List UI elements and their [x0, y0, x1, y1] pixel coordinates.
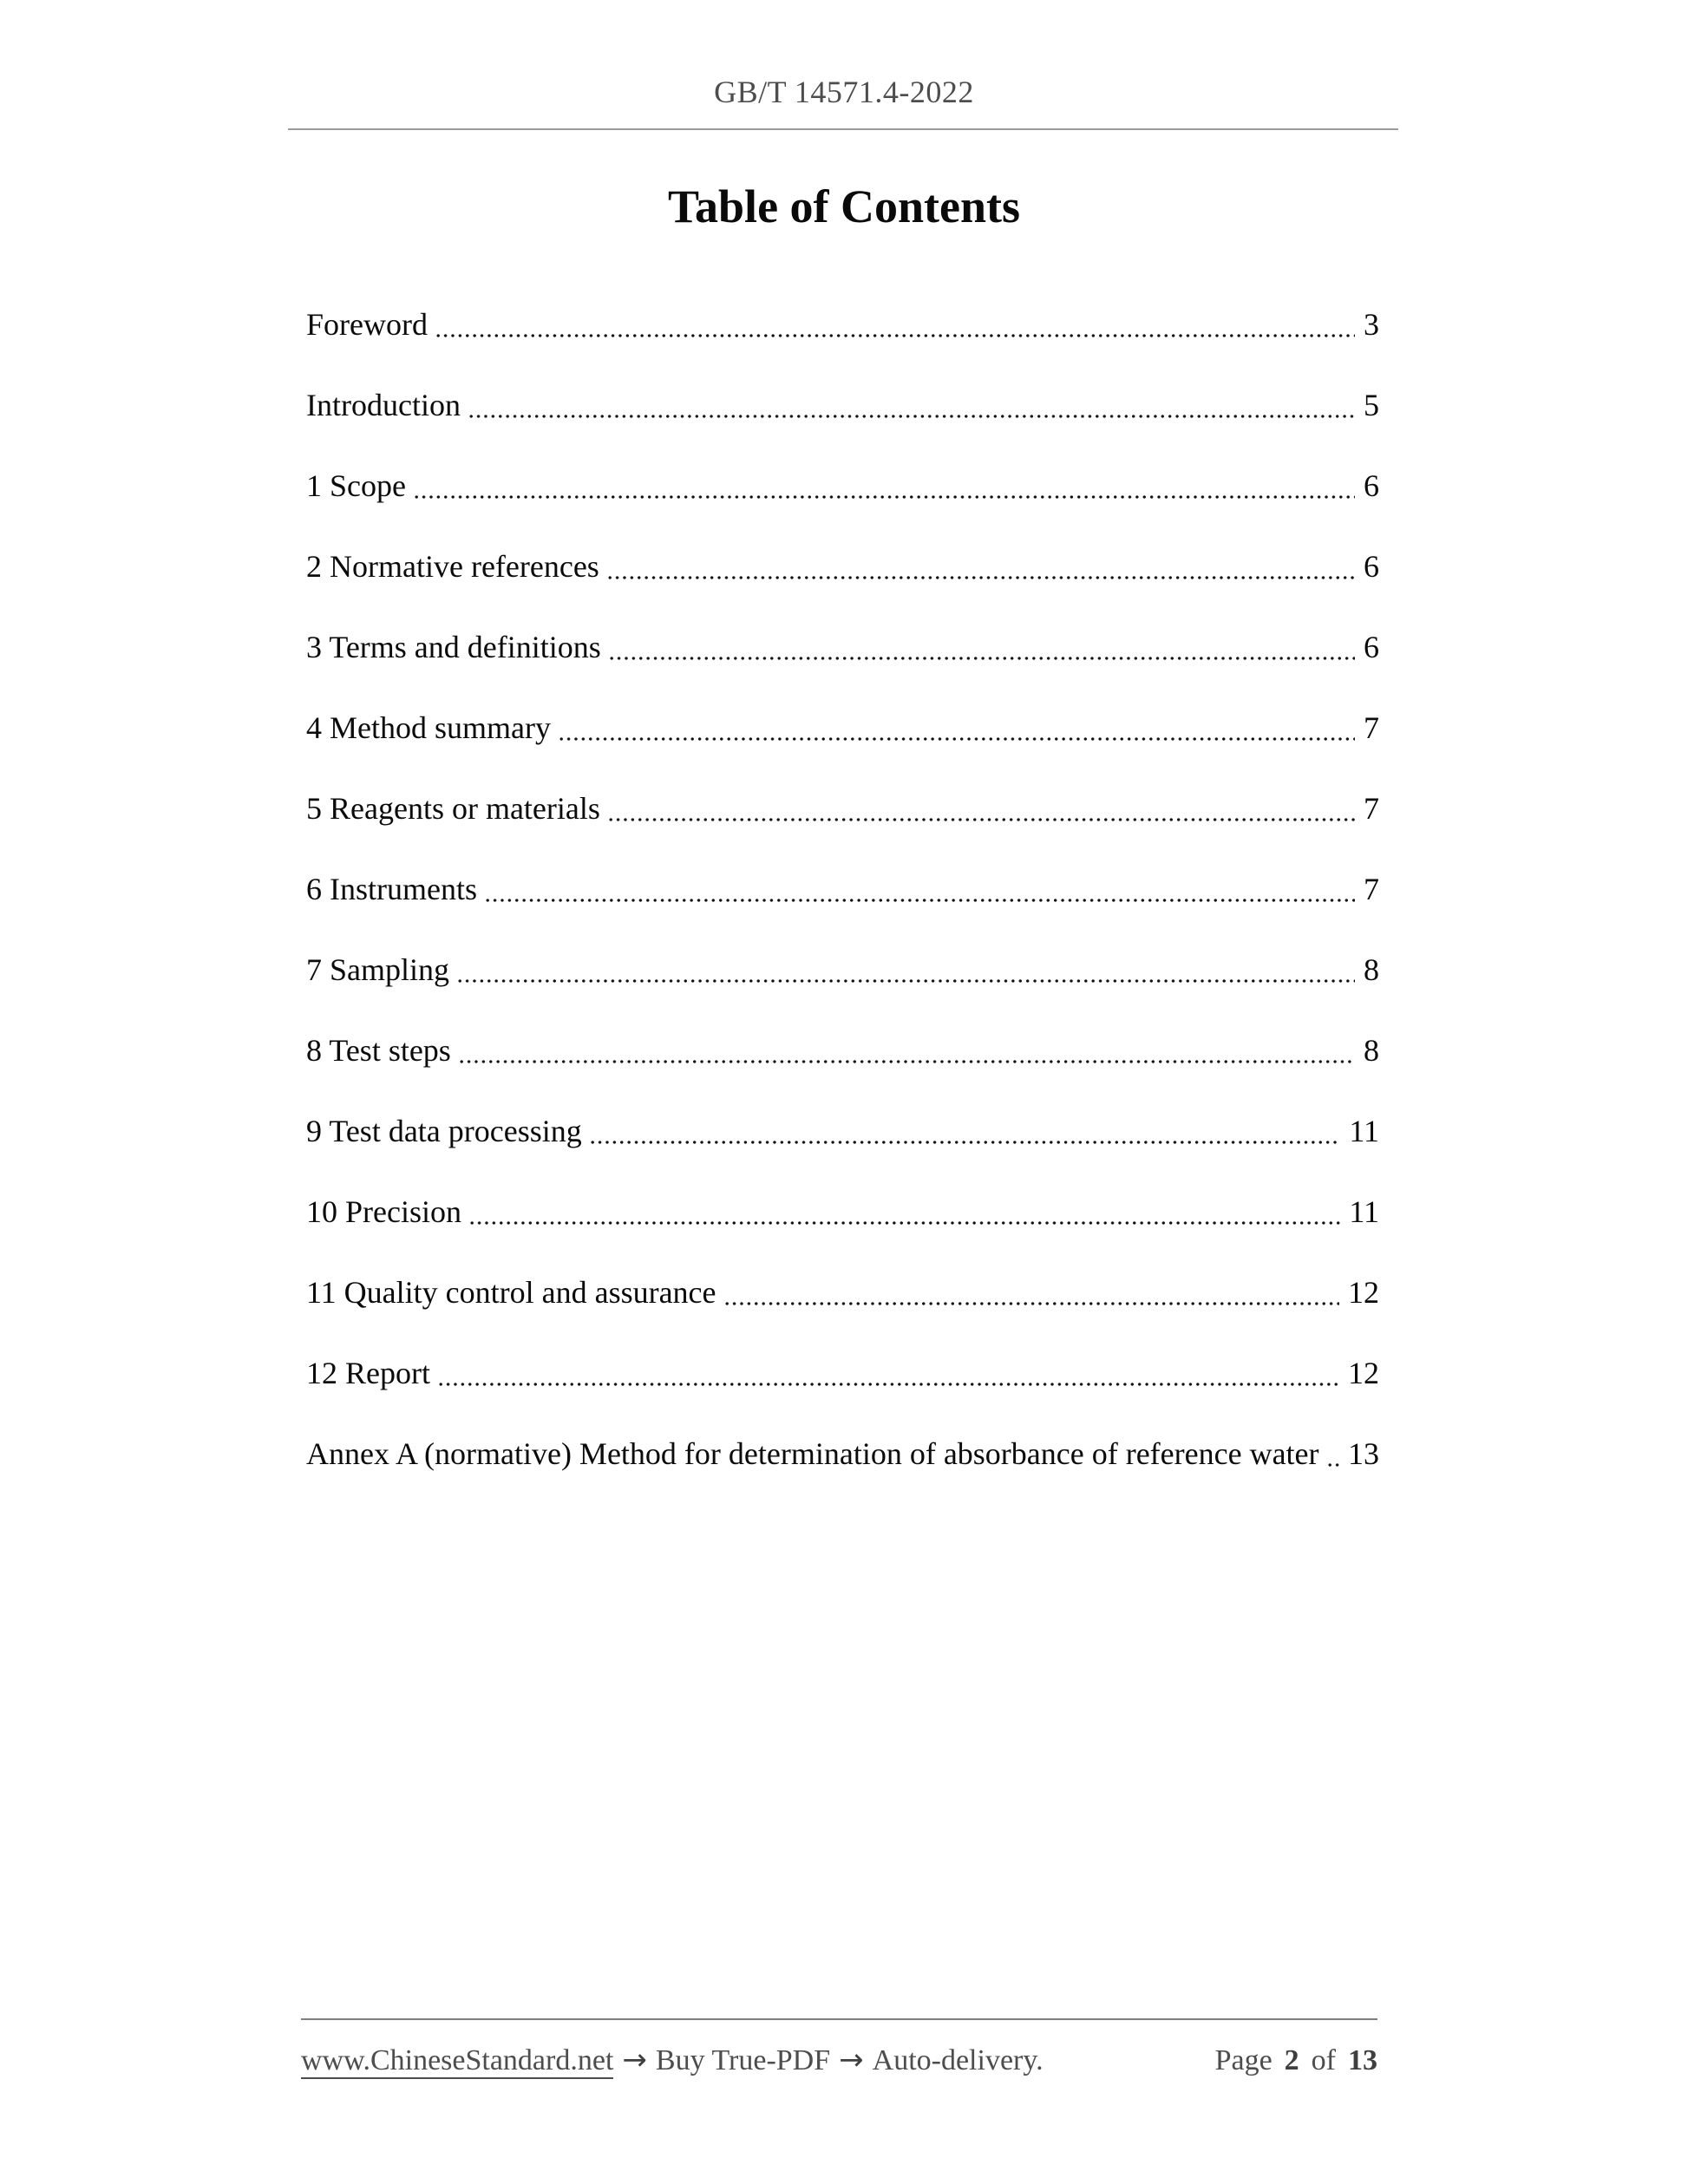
toc-dot-leader: [608, 626, 1355, 668]
toc-dot-leader: [1326, 1433, 1339, 1475]
toc-dot-leader: [589, 1110, 1341, 1152]
toc-dot-leader: [607, 788, 1355, 829]
toc-entry-page: 7: [1364, 791, 1379, 826]
page-current: 2: [1284, 2044, 1299, 2076]
page-label: Page: [1214, 2044, 1273, 2076]
toc-dot-leader: [606, 546, 1355, 587]
toc-list: [306, 304, 1379, 1514]
toc-row: [306, 1352, 1379, 1394]
toc-entry-page: 12: [1348, 1356, 1379, 1390]
toc-entry-page: 11: [1349, 1194, 1379, 1229]
toc-row: [306, 949, 1379, 991]
page-total: 13: [1348, 2044, 1377, 2076]
toc-dot-leader: [468, 384, 1355, 426]
toc-entry-page: 3: [1364, 307, 1379, 342]
toc-entry-page: 8: [1364, 952, 1379, 987]
toc-entry-label: 1 Scope: [306, 468, 406, 503]
toc-row: [306, 788, 1379, 829]
toc-entry-label: 5 Reagents or materials: [306, 791, 600, 826]
toc-entry-page: 6: [1364, 468, 1379, 503]
right-arrow-icon: →: [622, 2043, 647, 2077]
toc-entry-label: 8 Test steps: [306, 1033, 451, 1068]
right-arrow-icon: →: [839, 2043, 864, 2077]
toc-row: [306, 626, 1379, 668]
toc-entry-label: Introduction: [306, 388, 461, 422]
toc-entry-label: 10 Precision: [306, 1194, 461, 1229]
toc-row: [306, 707, 1379, 749]
page-footer: [301, 2040, 1377, 2081]
header-divider: [288, 128, 1398, 130]
toc-row: [306, 546, 1379, 587]
toc-row: [306, 1272, 1379, 1313]
toc-row: [306, 465, 1379, 507]
toc-entry-page: 6: [1364, 549, 1379, 584]
toc-entry-label: 6 Instruments: [306, 872, 477, 906]
toc-dot-leader: [437, 1352, 1339, 1394]
toc-row: [306, 1030, 1379, 1071]
toc-dot-leader: [484, 868, 1355, 910]
toc-entry-page: 6: [1364, 630, 1379, 664]
toc-dot-leader: [468, 1191, 1340, 1233]
toc-row: [306, 1433, 1379, 1475]
of-label: of: [1311, 2044, 1336, 2076]
toc-row: [306, 1110, 1379, 1152]
footer-action-delivery: Auto-delivery.: [872, 2044, 1044, 2076]
footer-action-buy: Buy True-PDF: [655, 2044, 831, 2076]
footer-promo: [301, 2040, 1044, 2081]
toc-dot-leader: [458, 1030, 1355, 1071]
toc-dot-leader: [723, 1272, 1339, 1313]
footer-divider: [301, 2018, 1377, 2020]
toc-entry-label: Annex A (normative) Method for determination of absorbance of reference water: [306, 1436, 1319, 1471]
toc-row: [306, 1191, 1379, 1233]
toc-entry-page: 11: [1349, 1114, 1379, 1148]
toc-entry-page: 12: [1348, 1275, 1379, 1310]
toc-dot-leader: [558, 707, 1355, 749]
toc-entry-page: 7: [1364, 872, 1379, 906]
toc-entry-label: 4 Method summary: [306, 710, 551, 745]
toc-entry-label: Foreword: [306, 307, 428, 342]
toc-entry-label: 2 Normative references: [306, 549, 599, 584]
toc-entry-page: 8: [1364, 1033, 1379, 1068]
toc-dot-leader: [413, 465, 1355, 507]
toc-entry-label: 12 Report: [306, 1356, 430, 1390]
toc-dot-leader: [456, 949, 1355, 991]
toc-row: [306, 384, 1379, 426]
toc-row: [306, 868, 1379, 910]
toc-entry-label: 3 Terms and definitions: [306, 630, 601, 664]
toc-entry-page: 7: [1364, 710, 1379, 745]
site-link[interactable]: www.ChineseStandard.net: [301, 2044, 613, 2079]
page-title: Table of Contents: [667, 180, 1021, 232]
toc-dot-leader: [435, 304, 1355, 345]
toc-entry-page: 5: [1364, 388, 1379, 422]
page-indicator: [1215, 2041, 1377, 2081]
document-number: GB/T 14571.4-2022: [714, 75, 974, 109]
toc-entry-label: 7 Sampling: [306, 952, 450, 987]
toc-entry-page: 13: [1348, 1436, 1379, 1471]
toc-row: [306, 304, 1379, 345]
toc-entry-label: 9 Test data processing: [306, 1114, 582, 1148]
toc-entry-label: 11 Quality control and assurance: [306, 1275, 716, 1310]
